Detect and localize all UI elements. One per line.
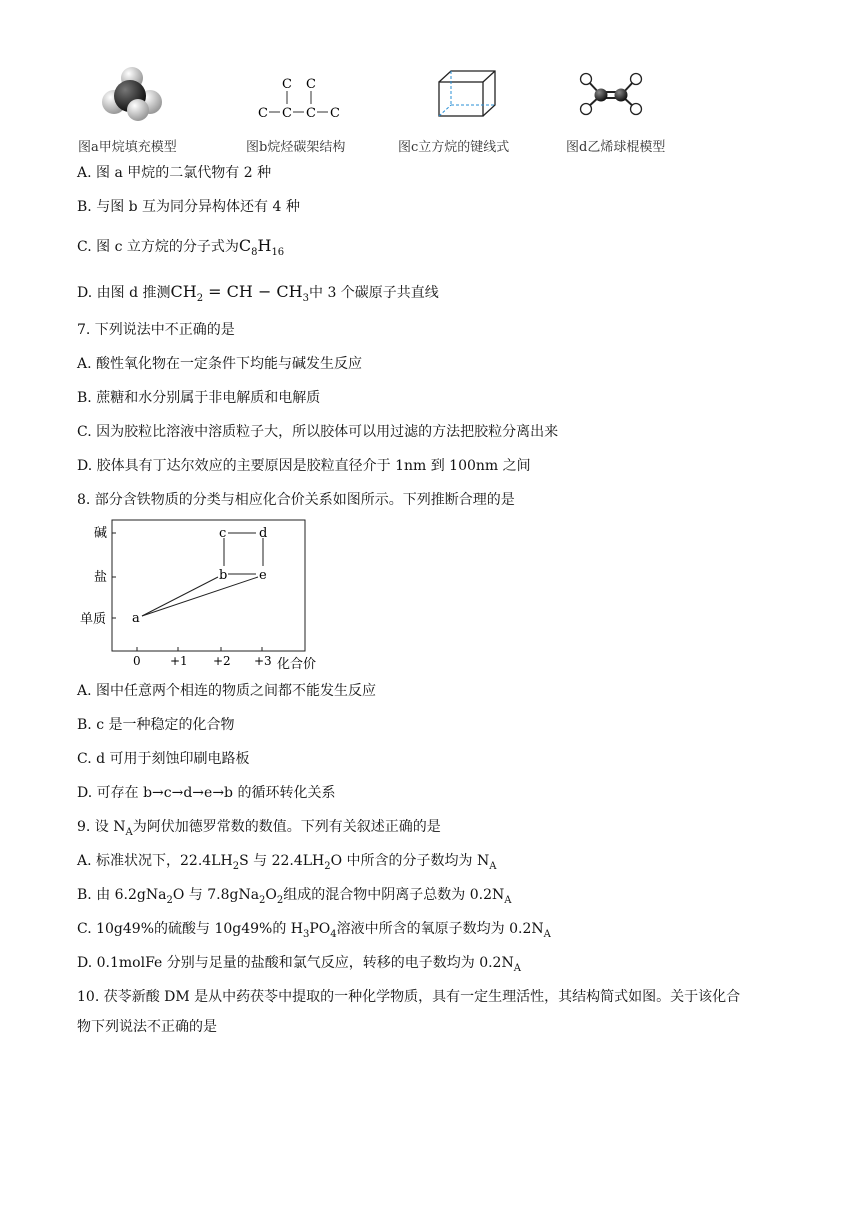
- q8-option-d: D. 可存在 b→c→d→e→b 的循环转化关系: [77, 785, 336, 801]
- ethylene-ball-stick-icon: [578, 72, 644, 118]
- figure-c-caption: 图c立方烷的键线式: [398, 140, 510, 155]
- q8-valence-chart: [74, 516, 334, 674]
- y-label-element: 单质: [80, 612, 107, 627]
- figure-b-carbon-skeleton: [256, 74, 352, 122]
- chart-frame: [112, 520, 305, 651]
- q6-option-d-text-2: 中 3 个碳原子共直线: [309, 285, 439, 301]
- skeleton-carbon: C: [330, 106, 340, 121]
- q6-option-b: B. 与图 b 互为同分异构体还有 4 种: [77, 199, 300, 215]
- skeleton-carbon: C: [282, 106, 292, 121]
- q7-stem: 7. 下列说法中不正确的是: [77, 322, 235, 338]
- q7-option-d: D. 胶体具有丁达尔效应的主要原因是胶粒直径介于 1nm 到 100nm 之间: [77, 458, 531, 474]
- q7-option-a: A. 酸性氧化物在一定条件下均能与碱发生反应: [77, 356, 363, 372]
- x-axis-label: 化合价: [277, 657, 317, 672]
- y-label-salt: 盐: [94, 570, 108, 585]
- q10-stem-line-2: 物下列说法不正确的是: [77, 1019, 217, 1035]
- alkane-skeleton-icon: [256, 74, 352, 122]
- figure-d-ethylene: [578, 72, 644, 118]
- q9-option-a: A. 标准状况下，$22.4LH_2S$ 与 $22.4LH_2O$ 中所含的分子数均为 $N_A$: [77, 853, 497, 872]
- q9-stem: 9. 设 $N_A$为阿伏加德罗常数的数值。下列有关叙述正确的是: [77, 819, 441, 838]
- x-tick: +3: [254, 654, 272, 668]
- q6-option-d: [77, 282, 439, 309]
- q10-stem-line-1: 10. 茯苓新酸 DM 是从中药茯苓中提取的一种化学物质，具有一定生理活性，其结构简式如图。关于该化合: [77, 989, 741, 1005]
- q8-option-b: B. c 是一种稳定的化合物: [77, 717, 235, 733]
- q6-option-c-text: C. 图 c 立方烷的分子式为: [77, 239, 239, 255]
- figure-d-caption: 图d乙烯球棍模型: [566, 140, 666, 155]
- q9-option-b: B. 由 6.2gNa$_2$O 与 $7.8gNa_2O_2$组成的混合物中阴离子总数为 $0.2N_A$: [77, 887, 512, 906]
- point-d: d: [259, 526, 268, 541]
- point-e: e: [259, 568, 267, 583]
- point-c: c: [219, 526, 227, 541]
- q6-option-a: A. 图 a 甲烷的二氯代物有 2 种: [77, 165, 272, 181]
- q6-option-c-formula: $C_8H_{16}$: [238, 236, 285, 259]
- x-tick: +2: [213, 654, 231, 668]
- point-a: a: [132, 611, 140, 626]
- q6-option-d-formula: $CH_2$ = CH − $CH_3$: [170, 282, 309, 305]
- figure-a-methane-model: [100, 66, 164, 122]
- figure-c-cubane: [436, 68, 498, 120]
- methane-space-filling-icon: [100, 66, 164, 122]
- q8-option-a: A. 图中任意两个相连的物质之间都不能发生反应: [77, 683, 377, 699]
- skeleton-carbon: C: [258, 106, 268, 121]
- cubane-cube-icon: [436, 68, 498, 120]
- x-tick: 0: [133, 654, 141, 668]
- figure-b-caption: 图b烷烃碳架结构: [246, 140, 346, 155]
- q6-option-c: [77, 236, 284, 263]
- q8-option-c: C. d 可用于刻蚀印刷电路板: [77, 751, 250, 767]
- q9-option-c: C. 10g49%的硫酸与 10g49%的 $H_3PO_4$溶液中所含的氧原子数均为 $0.2N_A$: [77, 921, 551, 940]
- point-b: b: [219, 568, 228, 583]
- skeleton-carbon: C: [306, 106, 316, 121]
- figure-a-caption: 图a甲烷填充模型: [78, 140, 177, 155]
- skeleton-carbon: C: [306, 77, 316, 92]
- q7-option-c: C. 因为胶粒比溶液中溶质粒子大，所以胶体可以用过滤的方法把胶粒分离出来: [77, 424, 559, 440]
- q8-stem: 8. 部分含铁物质的分类与相应化合价关系如图所示。下列推断合理的是: [77, 492, 515, 508]
- q6-option-d-text: D. 由图 d 推测: [77, 285, 171, 301]
- q9-option-d: D. 0.1molFe 分别与足量的盐酸和氯气反应，转移的电子数均为 $0.2N_A$: [77, 955, 521, 974]
- q7-option-b: B. 蔗糖和水分别属于非电解质和电解质: [77, 390, 321, 406]
- x-tick: +1: [170, 654, 188, 668]
- iron-valence-chart: [74, 516, 334, 674]
- skeleton-carbon: C: [282, 77, 292, 92]
- y-label-base: 碱: [94, 526, 108, 541]
